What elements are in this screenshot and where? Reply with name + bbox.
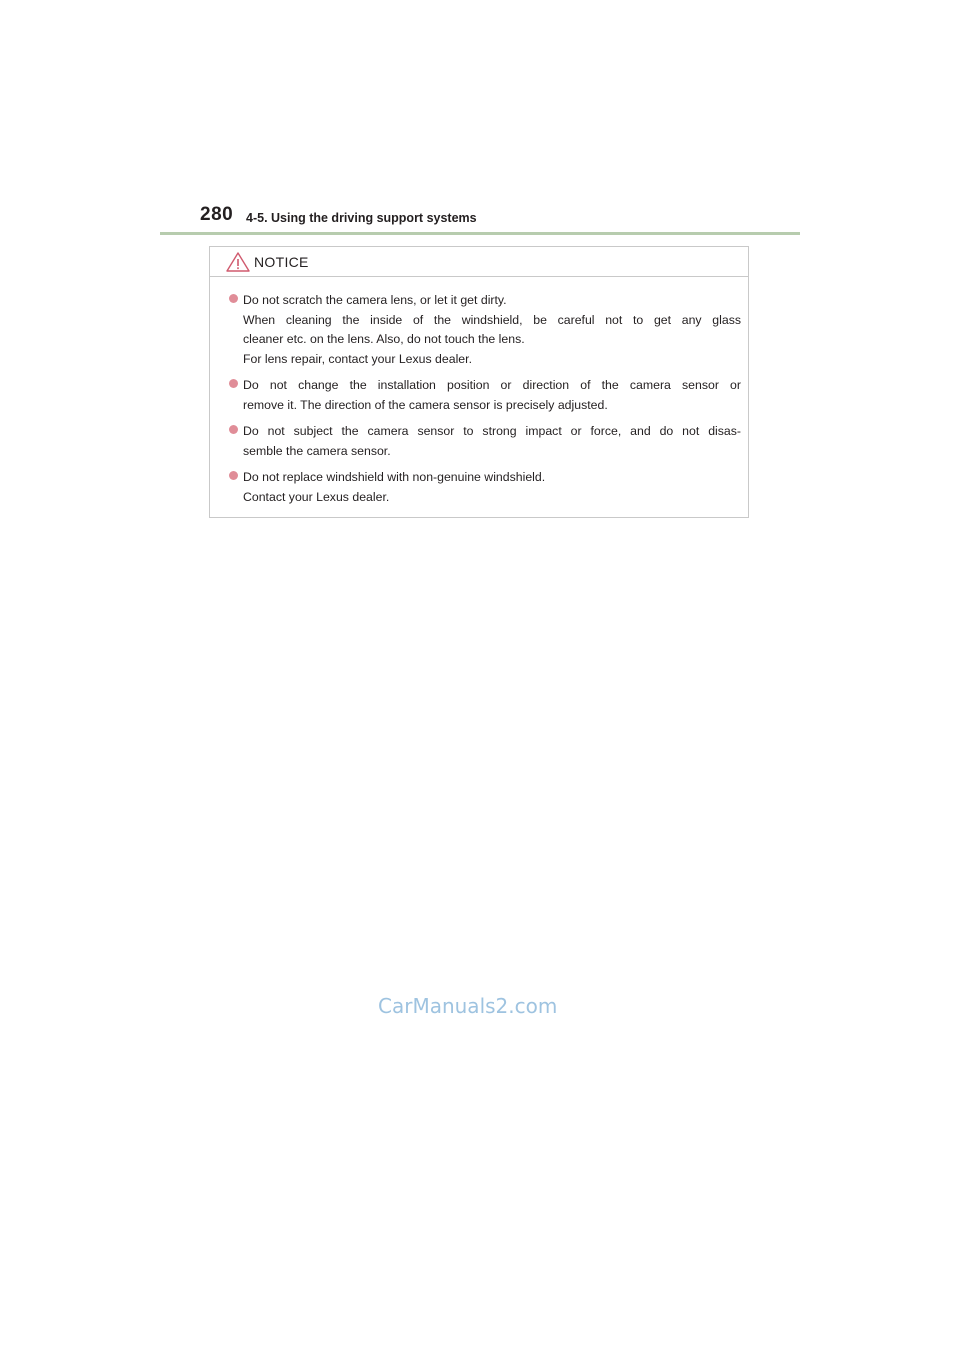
notice-body xyxy=(210,277,748,507)
warning-triangle-icon xyxy=(226,252,250,272)
notice-header xyxy=(210,247,748,277)
notice-line: When cleaning the inside of the windshield, be careful not to get any glass xyxy=(243,312,741,327)
notice-line: For lens repair, contact your Lexus dealer. xyxy=(243,351,472,366)
notice-item xyxy=(226,376,741,415)
notice-line: Do not replace windshield with non-genuine windshield. xyxy=(243,470,546,484)
notice-line: Do not change the installation position or direction of the camera sensor or xyxy=(243,378,741,392)
bullet-icon xyxy=(229,425,238,434)
notice-line: Do not scratch the camera lens, or let it get dirty. xyxy=(243,293,507,307)
page-header xyxy=(160,203,800,235)
notice-box xyxy=(209,246,749,518)
header-rule xyxy=(160,232,800,235)
notice-line: Contact your Lexus dealer. xyxy=(243,489,390,504)
notice-line: Do not subject the camera sensor to strong impact or force, and do not disas- xyxy=(243,424,741,438)
notice-item xyxy=(226,468,741,507)
bullet-icon xyxy=(229,379,238,388)
notice-line: remove it. The direction of the camera sensor is precisely adjusted. xyxy=(243,397,608,412)
bullet-icon xyxy=(229,471,238,480)
notice-item xyxy=(226,291,741,369)
notice-title: NOTICE xyxy=(254,254,309,270)
notice-line: cleaner etc. on the lens. Also, do not touch the lens. xyxy=(243,332,525,346)
bullet-icon xyxy=(229,294,238,303)
notice-line: semble the camera sensor. xyxy=(243,443,391,458)
watermark-link[interactable]: CarManuals2.com xyxy=(378,994,558,1018)
section-title: 4-5. Using the driving support systems xyxy=(246,211,477,225)
page-number: 280 xyxy=(200,204,234,225)
notice-item xyxy=(226,422,741,461)
